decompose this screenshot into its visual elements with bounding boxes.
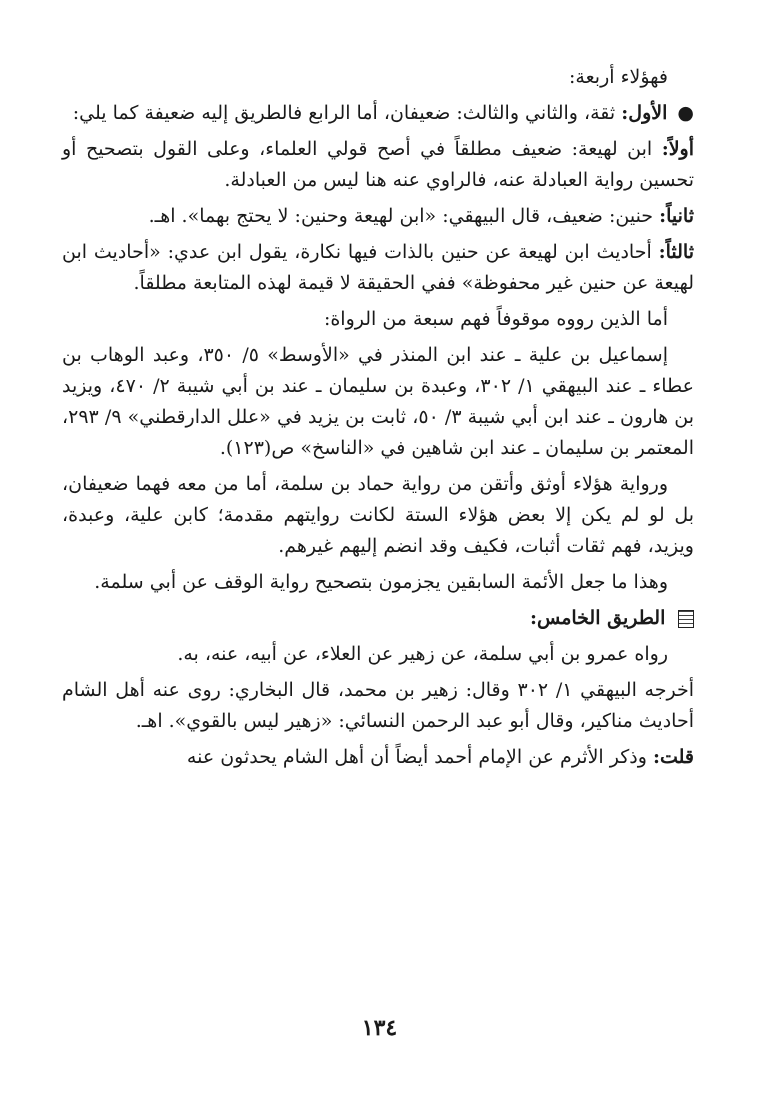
paragraph-comparison: ورواية هؤلاء أوثق وأتقن من رواية حماد بن سلمة، أما من معه فهما ضعيفان، بل لو لم يكن إلا بعض هؤلاء الستة لكانت روايتهم مقدمة؛ كابن علية، وعبدة، ويزيد، فهم ثقات أثبات، فكيف وقد انضم إليهم غيرهم. [62, 473, 694, 557]
paragraph-firstly-text: ابن لهيعة: ضعيف مطلقاً في أصح قولي العلماء، وعلى القول بتصحيح أو تحسين رواية العبادلة عنه، فالراوي عنه هنا ليس من العبادلة. [62, 138, 694, 191]
label-firstly: أولاً: [661, 138, 695, 160]
page-body [62, 62, 694, 778]
book-icon [678, 610, 694, 628]
paragraph-first-text: ثقة، والثاني والثالث: ضعيفان، أما الرابع فالطريق إليه ضعيفة كما يلي: [72, 102, 616, 124]
paragraph-mawquf: أما الذين رووه موقوفاً فهم سبعة من الرواة: [323, 308, 668, 330]
section-heading-text: الطريق الخامس: [529, 607, 666, 629]
paragraph-secondly-text: حنين: ضعيف، قال البيهقي: «ابن لهيعة وحنين: لا يحتج بهما». اهـ. [148, 205, 654, 227]
section-heading [62, 603, 694, 634]
paragraph-riwaya: رواه عمرو بن أبي سلمة، عن زهير عن العلاء، عن أبيه، عنه، به. [177, 643, 668, 665]
label-secondly: ثانياً: [659, 205, 694, 227]
label-qultu: قلت: [652, 746, 694, 768]
paragraph-intro: فهؤلاء أربعة: [569, 66, 668, 88]
paragraph-thirdly-text: أحاديث ابن لهيعة عن حنين بالذات فيها نكارة، يقول ابن عدي: «أحاديث ابن لهيعة عن حنين غير محفوظة» ففي الحقيقة لا قيمة لهذه المتابعة مطلقاً. [62, 241, 694, 294]
paragraph-conclusion: وهذا ما جعل الأئمة السابقين يجزمون بتصحيح رواية الوقف عن أبي سلمة. [94, 571, 668, 593]
label-thirdly: ثالثاً: [658, 241, 694, 263]
bullet-icon: ● [677, 102, 694, 124]
paragraph-qultu [62, 742, 694, 773]
label-first: الأول: [621, 102, 668, 124]
page-number: ١٣٤ [361, 1015, 398, 1041]
paragraph-thirdly [62, 237, 694, 299]
paragraph-firstly [62, 134, 694, 196]
paragraph-first [62, 98, 694, 129]
paragraph-narrators: إسماعيل بن علية ـ عند ابن المنذر في «الأوسط» ٥/ ٣٥٠، وعبد الوهاب بن عطاء ـ عند البيهقي ١/ ٣٠٢، وعبدة بن سليمان ـ عند بن أبي شيبة ٢/ ٤٧٠، ويزيد بن هارون ـ عند ابن أبي شيبة ٣/ ٥٠، ثابت بن يزيد في «علل الدارقطني» ٩/ ٢٩٣، المعتمر بن سليمان ـ عند ابن شاهين في «الناسخ» ص(١٢٣). [62, 344, 694, 459]
paragraph-qultu-text: وذكر الأثرم عن الإمام أحمد أيضاً أن أهل الشام يحدثون عنه [186, 746, 647, 768]
paragraph-takhrij: أخرجه البيهقي ١/ ٣٠٢ وقال: زهير بن محمد، قال البخاري: روى عنه أهل الشام أحاديث مناكير، وقال أبو عبد الرحمن النسائي: «زهير ليس بالقوي». اهـ. [62, 679, 694, 732]
paragraph-secondly [62, 201, 694, 232]
